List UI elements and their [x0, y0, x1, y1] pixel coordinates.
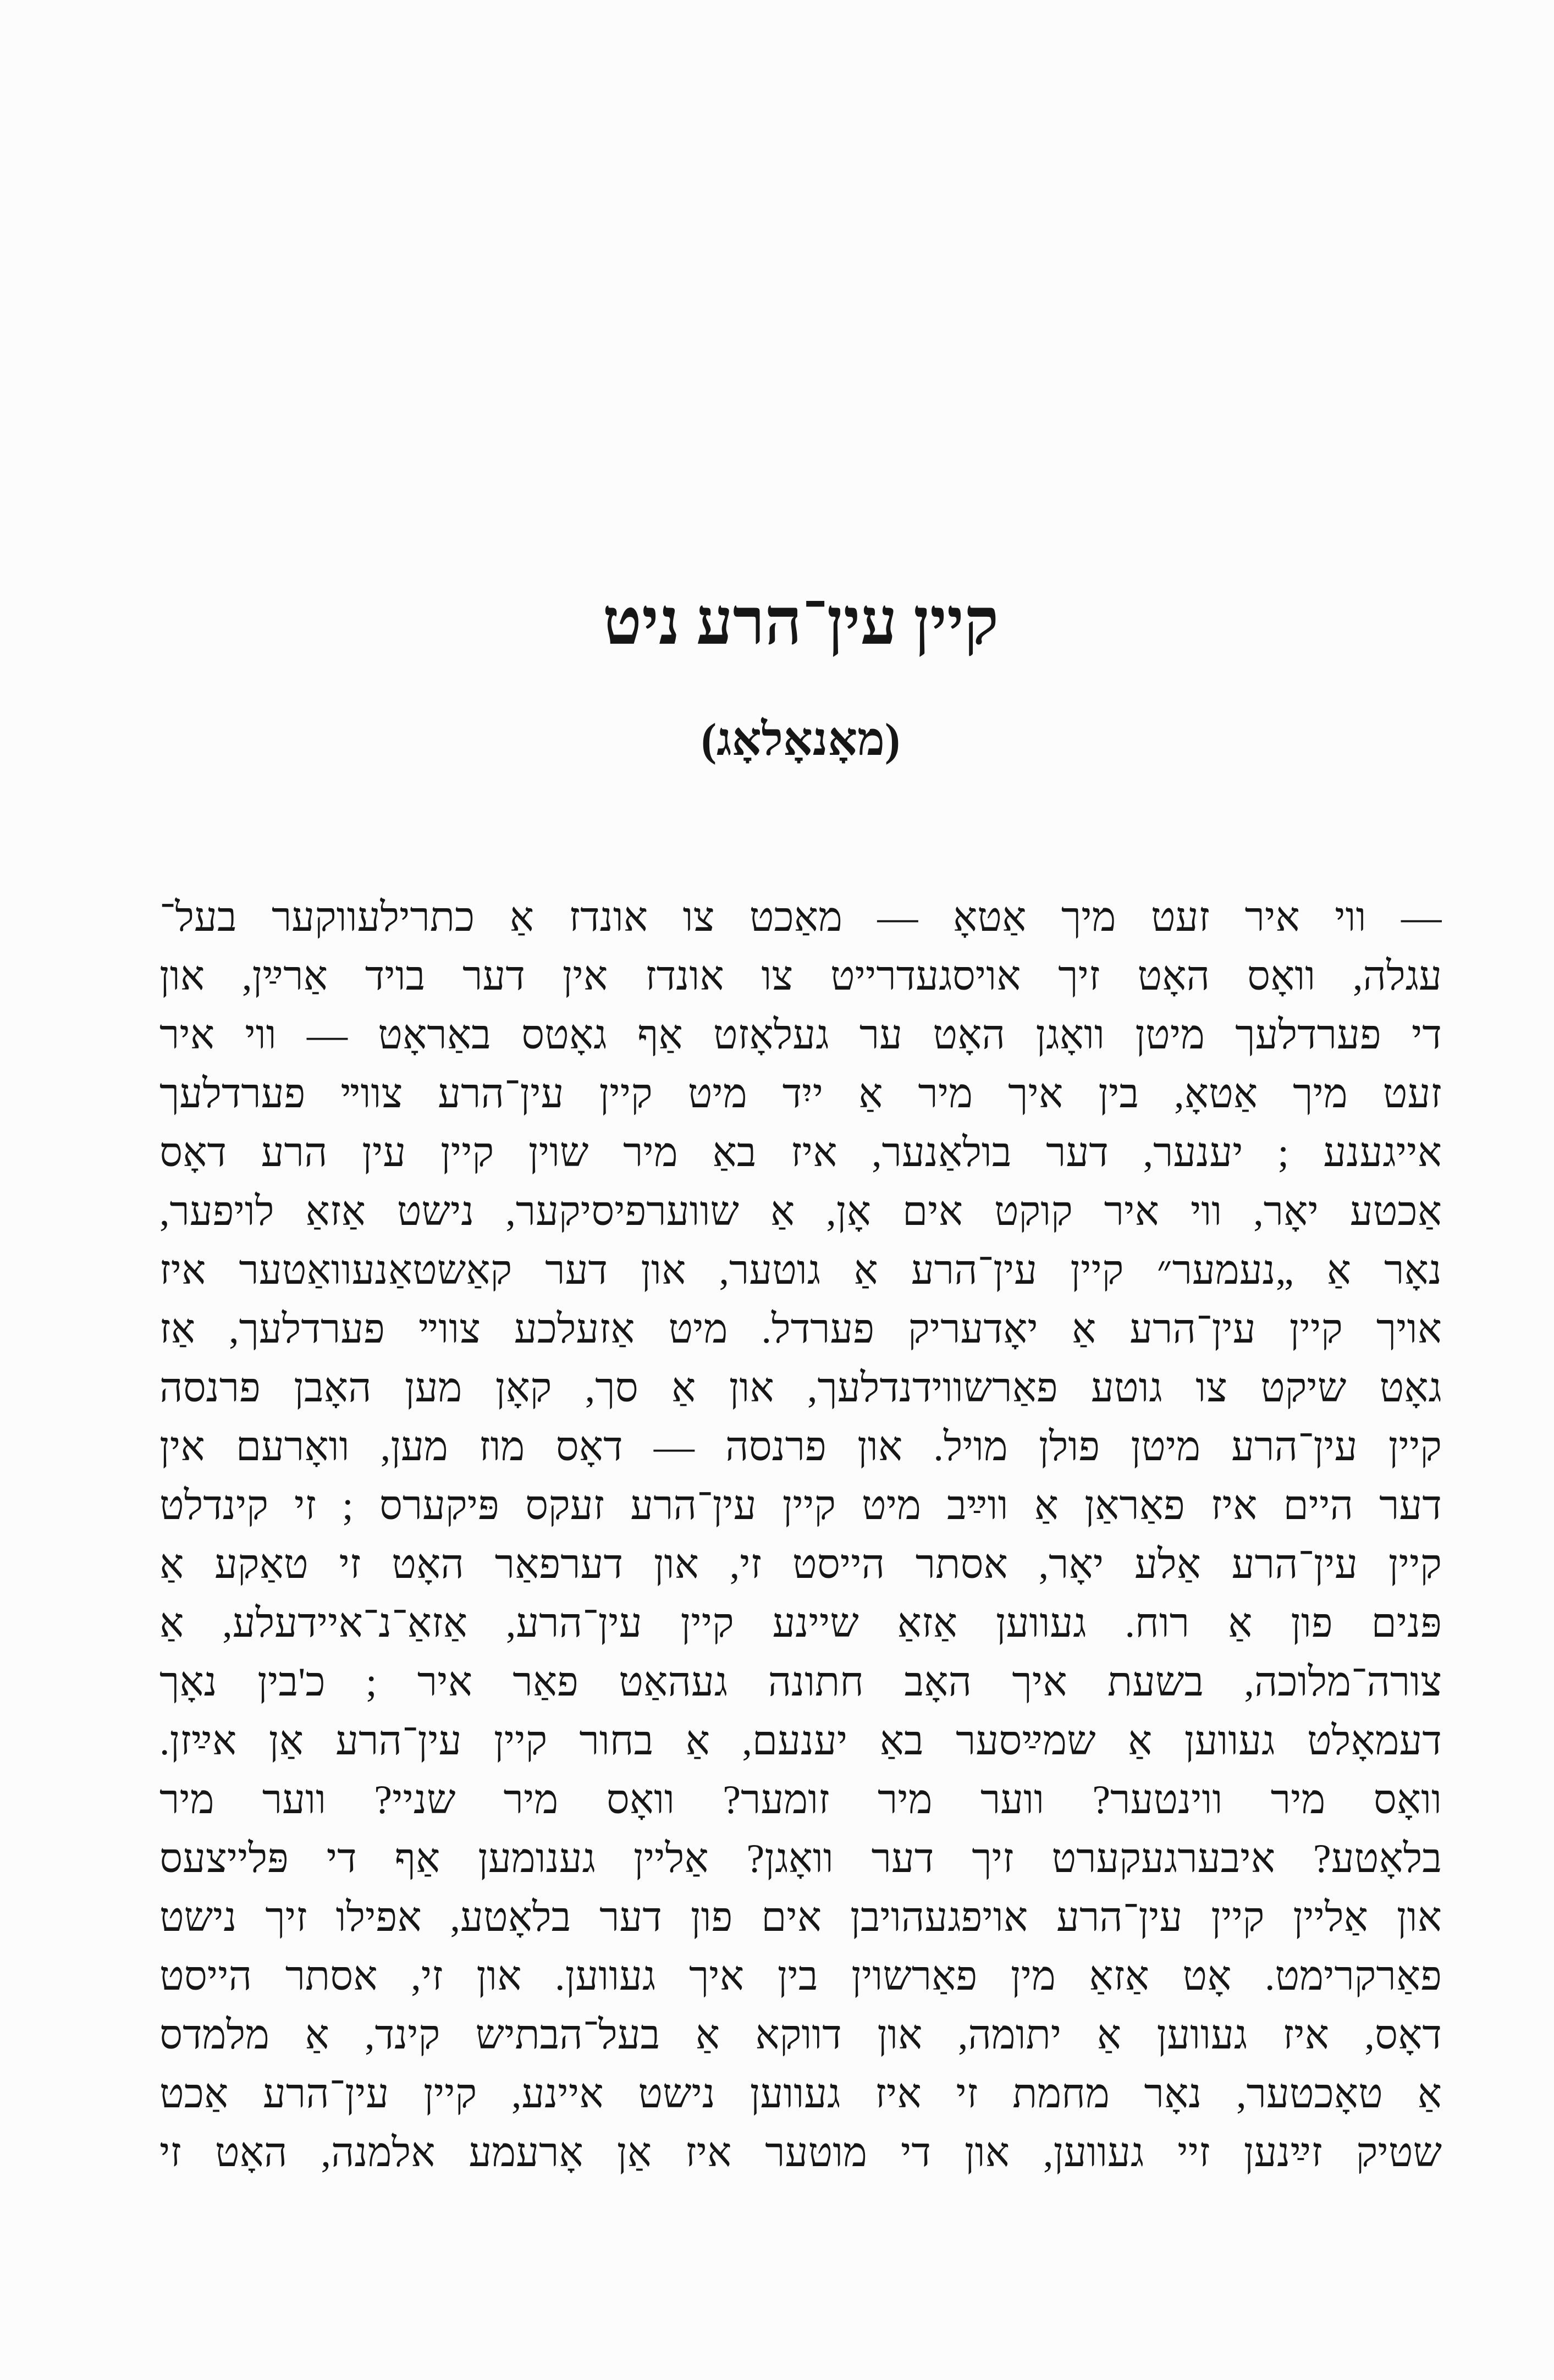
body-line: דעמאָלט געווען אַ שמײַסער באַ יענעם, אַ בחור קיין עין־הרע אַן אײַזן.	[159, 1719, 1442, 1764]
body-line: וואָס מיר ווינטער? ווער מיר זומער? וואָס מיר שניי? ווער מיר	[159, 1777, 1442, 1823]
body-line: קיין עין־הרע מיטן פולן מויל. און פרנסה — דאָס מוז מען, וואָרעם אין	[159, 1424, 1442, 1470]
body-line: אַ טאָכטער, נאָר מחמת זי איז געווען נישט איינע, קיין עין־הרע אַכט	[159, 2072, 1442, 2117]
body-line: פּנים פון אַ רוח. געווען אַזאַ שיינע קיין עין־הרע, אַזאַ־נ־איידעלע, אַ	[159, 1601, 1442, 1646]
body-text	[159, 888, 1442, 2183]
body-line: — ווי איר זעט מיך אַטאָ — מאַכט צו אונדז אַ כתרילעווקער בעל־	[159, 895, 1442, 940]
body-line: נאָר אַ „נעמער״ קיין עין־הרע אַ גוטער, און דער קאַשטאַנעוואַטער איז	[159, 1248, 1442, 1293]
page-title: קיין עין־הרע ניט	[602, 586, 999, 658]
body-line: אייגענע ; יענער, דער בולאַנער, איז באַ מיר שוין קיין עין הרע דאָס	[159, 1130, 1442, 1175]
body-line: שטיק זײַנען זיי געווען, און די מוטער איז אַן אָרעמע אלמנה, האָט זי	[159, 2130, 1442, 2175]
body-line: עגלה, וואָס האָט זיך אויסגעדרייט צו אונדז אין דער בויד אַרײַן, און	[159, 954, 1442, 999]
body-line: צורה־מלוכה, בשעת איך האָב חתונה געהאַט פאַר איר ; כ'בין נאָך	[159, 1660, 1442, 1705]
body-line: בלאָטע? איבערגעקערט זיך דער וואָגן? אַליין גענומען אַף די פּלייצעס	[159, 1836, 1442, 1881]
body-line: אַכטע יאָר, ווי איר קוקט אים אָן, אַ שווערפיסיקער, נישט אַזאַ לויפער,	[159, 1189, 1442, 1234]
body-line: די פערדלעך מיטן וואָגן האָט ער געלאָזט אַף גאָטס באַראָט — ווי איר	[159, 1013, 1442, 1058]
body-line: קיין עין־הרע אַלע יאָר, אסתר הייסט זי, און דערפאַר האָט זי טאַקע אַ	[159, 1542, 1442, 1587]
body-line: גאָט שיקט צו גוטע פאַרשווידנדלעך, און אַ סך, קאָן מען האָבן פרנסה	[159, 1366, 1442, 1411]
body-line: זעט מיך אַטאָ, בין איך מיר אַ ייִד מיט קיין עין־הרע צווײ פערדלעך	[159, 1072, 1442, 1117]
body-line: אויך קיין עין־הרע אַ יאָדעריק פערדל. מיט אַזעלכע צווײ פערדלעך, אַז	[159, 1307, 1442, 1352]
page-subtitle: (מאָנאָלאָג)	[701, 714, 900, 765]
body-line: דער היים איז פאַראַן אַ ווײַב מיט קיין עין־הרע זעקס פּיקערס ; זי קינדלט	[159, 1483, 1442, 1528]
body-line: פאַרקרימט. אָט אַזאַ מין פאַרשוין בין איך געווען. און זי, אסתר הייסט	[159, 1954, 1442, 1999]
body-line: און אַליין קיין עין־הרע אויפגעהויבן אים פון דער בלאָטע, אפילו זיך נישט	[159, 1895, 1442, 1940]
body-line: דאָס, איז געווען אַ יתומה, און דווקא אַ בעל־הבתיש קינד, אַ מלמדס	[159, 2013, 1442, 2058]
